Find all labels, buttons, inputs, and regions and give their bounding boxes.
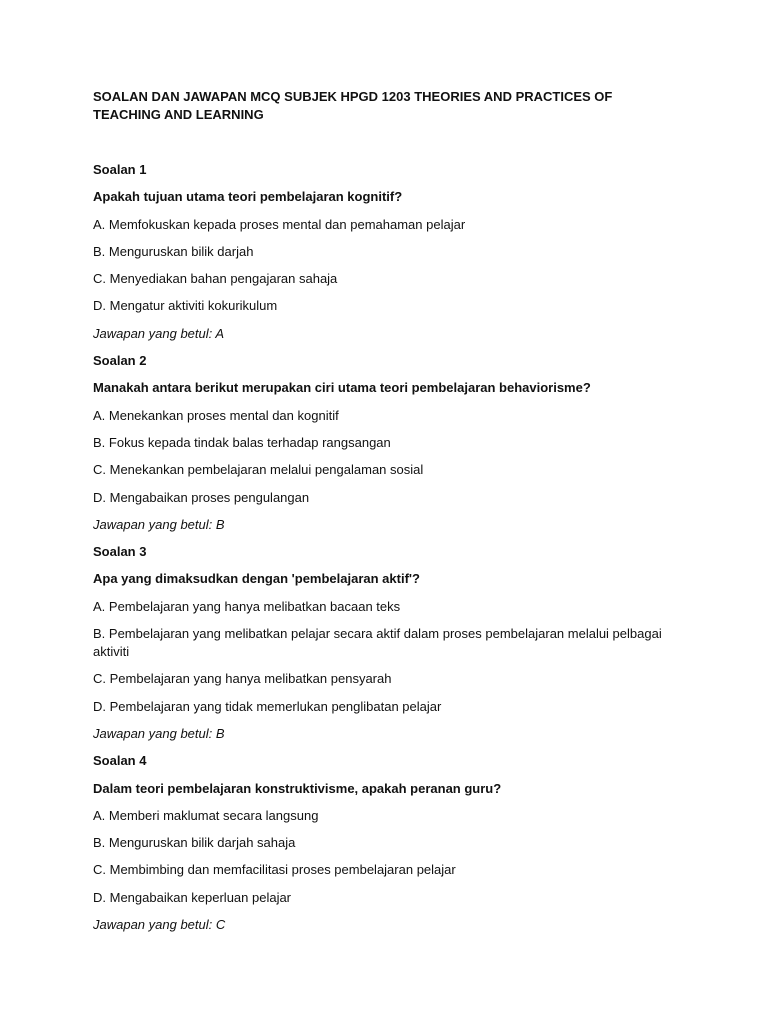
question-2 <box>93 352 676 534</box>
question-heading: Soalan 4 <box>93 753 147 769</box>
option-a: A. Memfokuskan kepada proses mental dan pemahaman pelajar <box>93 216 466 232</box>
option-b: B. Pembelajaran yang melibatkan pelajar secara aktif dalam proses pembelajaran melalui pelbagai aktiviti <box>93 626 662 660</box>
question-list <box>93 161 676 934</box>
correct-answer: Jawapan yang betul: A <box>93 325 225 341</box>
option-c: C. Membimbing dan memfacilitasi proses pembelajaran pelajar <box>93 862 456 878</box>
option-a: A. Menekankan proses mental dan kognitif <box>93 407 339 423</box>
option-c: C. Menekankan pembelajaran melalui pengalaman sosial <box>93 462 424 478</box>
option-c: C. Menyediakan bahan pengajaran sahaja <box>93 271 338 287</box>
question-3 <box>93 543 676 743</box>
option-a: A. Memberi maklumat secara langsung <box>93 807 319 823</box>
option-d: D. Mengatur aktiviti kokurikulum <box>93 298 278 314</box>
question-heading: Soalan 1 <box>93 162 147 177</box>
question-text: Apa yang dimaksudkan dengan 'pembelajaran aktif'? <box>93 571 420 587</box>
question-text: Manakah antara berikut merupakan ciri utama teori pembelajaran behaviorisme? <box>93 380 591 396</box>
option-b: B. Menguruskan bilik darjah <box>93 243 254 259</box>
option-a: A. Pembelajaran yang hanya melibatkan bacaan teks <box>93 598 401 614</box>
document-title: SOALAN DAN JAWAPAN MCQ SUBJEK HPGD 1203 THEORIES AND PRACTICES OF TEACHING AND LEARNING <box>93 89 613 122</box>
question-1 <box>93 161 676 343</box>
correct-answer: Jawapan yang betul: C <box>93 917 226 933</box>
option-d: D. Mengabaikan proses pengulangan <box>93 489 310 505</box>
option-c: C. Pembelajaran yang hanya melibatkan pensyarah <box>93 671 392 687</box>
correct-answer: Jawapan yang betul: B <box>93 725 225 741</box>
question-4 <box>93 752 676 934</box>
option-d: D. Mengabaikan keperluan pelajar <box>93 889 292 905</box>
option-d: D. Pembelajaran yang tidak memerlukan penglibatan pelajar <box>93 698 442 714</box>
question-text: Apakah tujuan utama teori pembelajaran kognitif? <box>93 189 403 205</box>
question-heading: Soalan 3 <box>93 544 147 560</box>
question-text: Dalam teori pembelajaran konstruktivisme, apakah peranan guru? <box>93 780 502 796</box>
correct-answer: Jawapan yang betul: B <box>93 516 225 532</box>
question-heading: Soalan 2 <box>93 353 147 369</box>
option-b: B. Menguruskan bilik darjah sahaja <box>93 835 296 851</box>
option-b: B. Fokus kepada tindak balas terhadap rangsangan <box>93 434 391 450</box>
